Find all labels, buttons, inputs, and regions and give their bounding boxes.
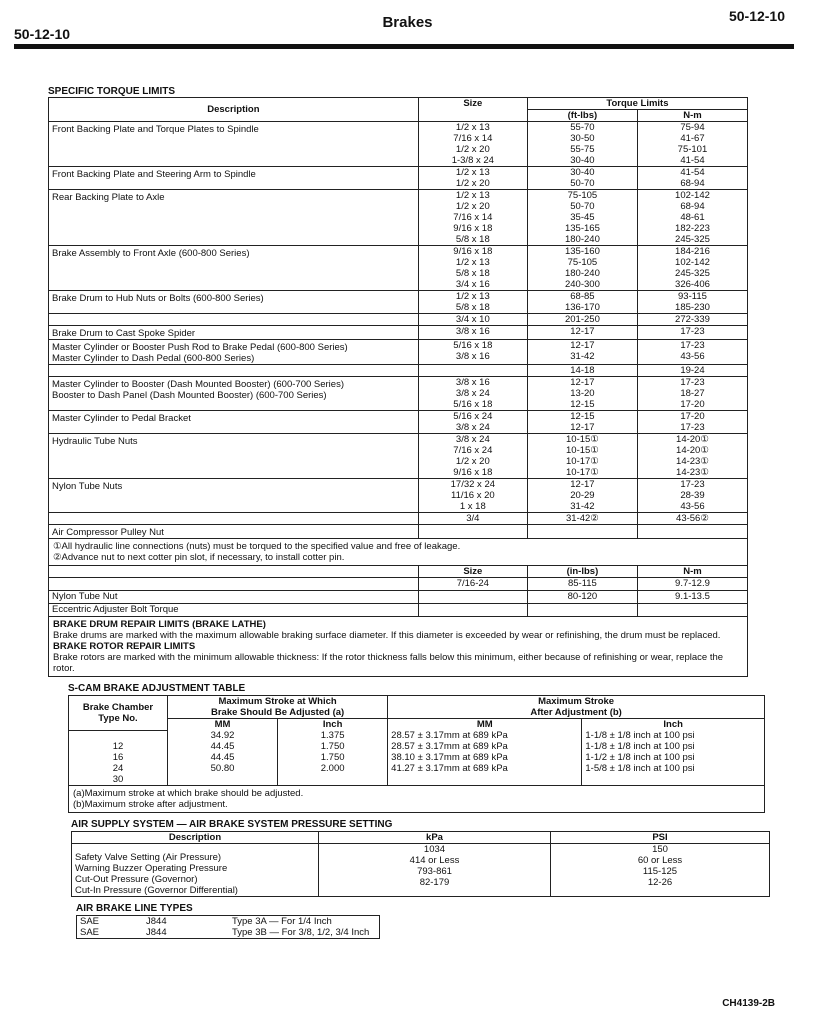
- torque-size: [418, 525, 527, 539]
- note-2: ②Advance nut to next cotter pin slot, if necessary, to install cotter pin.: [53, 552, 345, 563]
- col-after-inch: Inch: [582, 719, 765, 731]
- torque-nm: 17-23: [637, 326, 747, 340]
- sub-size: [418, 604, 527, 617]
- page-title: Brakes: [382, 14, 433, 31]
- torque-nm: 17-23 28-39 43-56: [637, 479, 747, 513]
- sub-nm: 9.1-13.5: [637, 591, 747, 604]
- torque-desc: Brake Drum to Cast Spoke Spider: [49, 326, 419, 340]
- torque-desc: Front Backing Plate and Steering Arm to Spindle: [49, 167, 419, 190]
- torque-section-title: SPECIFIC TORQUE LIMITS: [48, 86, 176, 97]
- torque-nm: 41-54 68-94: [637, 167, 747, 190]
- rotor-text: Brake rotors are marked with the minimum allowable thickness: If the rotor thickness falls below this minimum, either because of refinishing or wear, replace the rotor.: [53, 652, 724, 674]
- line-type-standard: SAE: [80, 916, 100, 927]
- air-section-title: AIR SUPPLY SYSTEM — AIR BRAKE SYSTEM PRESSURE SETTING: [71, 819, 393, 830]
- col-size: Size: [418, 98, 527, 122]
- line-type-code: J844: [146, 927, 167, 938]
- sub-col-nm: N-m: [637, 566, 747, 578]
- torque-nm: 102-142 68-94 48-61 182-223 245-325: [637, 190, 747, 246]
- torque-ftlbs: 201-250: [527, 314, 637, 326]
- line-types-section-title: AIR BRAKE LINE TYPES: [76, 903, 193, 914]
- line-type-description: Type 3A — For 1/4 Inch: [232, 916, 332, 927]
- sub-size: 7/16-24: [418, 578, 527, 591]
- torque-desc: Master Cylinder or Booster Push Rod to Brake Pedal (600-800 Series) Master Cylinder to Dash Pedal (600-800 Series): [49, 340, 419, 365]
- torque-desc: Rear Backing Plate to Axle: [49, 190, 419, 246]
- torque-ftlbs: 30-40 50-70: [527, 167, 637, 190]
- torque-row: [49, 190, 748, 246]
- torque-desc: Brake Drum to Hub Nuts or Bolts (600-800 Series): [49, 291, 419, 314]
- torque-size: 3/8 x 16: [418, 326, 527, 340]
- torque-ftlbs: 55-70 30-50 55-75 30-40: [527, 122, 637, 167]
- sub-col-inlbs: (in-lbs): [527, 566, 637, 578]
- col-inch: Inch: [278, 719, 388, 731]
- line-type-description: Type 3B — For 3/8, 1/2, 3/4 Inch: [232, 927, 370, 938]
- sub-desc: Nylon Tube Nut: [49, 591, 419, 604]
- col-ftlbs: (ft-lbs): [527, 110, 637, 122]
- sub-header-blank: [49, 566, 419, 578]
- page-number-left: 50-12-10: [14, 26, 71, 42]
- torque-row: [49, 513, 748, 525]
- torque-size: 3/4: [418, 513, 527, 525]
- torque-ftlbs: 12-17 20-29 31-42: [527, 479, 637, 513]
- torque-nm: 17-23 18-27 17-20: [637, 377, 747, 411]
- torque-desc: Front Backing Plate and Torque Plates to Spindle: [49, 122, 419, 167]
- sub-inlbs: 80-120: [527, 591, 637, 604]
- col-after-adjustment: Maximum Stroke After Adjustment (b): [388, 696, 765, 719]
- torque-row: [49, 525, 748, 539]
- header-rule: [14, 44, 794, 49]
- col-nm: N-m: [637, 110, 747, 122]
- sub-col-size: Size: [418, 566, 527, 578]
- page-number-right: 50-12-10: [728, 8, 785, 24]
- line-type-row: [77, 916, 379, 927]
- col-chamber: Brake Chamber Type No.: [69, 696, 168, 731]
- line-type-code: J844: [146, 916, 167, 927]
- sub-nm: 9.7-12.9: [637, 578, 747, 591]
- torque-ftlbs: [527, 525, 637, 539]
- scam-table: [68, 695, 765, 813]
- sub-desc: [49, 578, 419, 591]
- sub-rows: [49, 578, 748, 617]
- air-descriptions: Safety Valve Setting (Air Pressure) Warning Buzzer Operating Pressure Cut-Out Pressure (Governor) Cut-In Pressure (Governor Differential): [72, 844, 319, 897]
- torque-size: 3/8 x 16 3/8 x 24 5/16 x 18: [418, 377, 527, 411]
- sub-inlbs: 85-115: [527, 578, 637, 591]
- torque-nm: 184-216 102-142 245-325 326-406: [637, 246, 747, 291]
- torque-row: [49, 246, 748, 291]
- torque-desc: Master Cylinder to Pedal Bracket: [49, 411, 419, 434]
- line-type-row: [77, 927, 379, 938]
- air-col-kpa: kPa: [319, 832, 551, 844]
- torque-size: 1/2 x 13 7/16 x 14 1/2 x 20 1-3/8 x 24: [418, 122, 527, 167]
- torque-nm: 272-339: [637, 314, 747, 326]
- torque-size: 5/16 x 24 3/8 x 24: [418, 411, 527, 434]
- inch-values: 1.375 1.750 1.750 2.000: [278, 730, 388, 785]
- torque-nm: 43-56②: [637, 513, 747, 525]
- torque-size: 1/2 x 13 5/8 x 18: [418, 291, 527, 314]
- torque-desc: Master Cylinder to Booster (Dash Mounted Booster) (600-700 Series) Booster to Dash Panel (Dash Mounted Booster) (600-700 Series): [49, 377, 419, 411]
- rotor-title: BRAKE ROTOR REPAIR LIMITS: [53, 641, 196, 652]
- torque-ftlbs: 31-42②: [527, 513, 637, 525]
- torque-ftlbs: 12-17: [527, 326, 637, 340]
- torque-row: [49, 314, 748, 326]
- torque-ftlbs: 10-15① 10-15① 10-17① 10-17①: [527, 434, 637, 479]
- line-types-table: [77, 916, 379, 938]
- torque-size: 1/2 x 13 1/2 x 20: [418, 167, 527, 190]
- air-kpa-values: 1034 414 or Less 793-861 82-179: [319, 844, 551, 897]
- torque-ftlbs: 12-17 31-42: [527, 340, 637, 365]
- torque-desc: [49, 314, 419, 326]
- air-psi-values: 150 60 or Less 115-125 12-26: [551, 844, 770, 897]
- torque-nm: [637, 525, 747, 539]
- torque-ftlbs: 75-105 50-70 35-45 135-165 180-240: [527, 190, 637, 246]
- torque-ftlbs: 12-15 12-17: [527, 411, 637, 434]
- torque-desc: Brake Assembly to Front Axle (600-800 Series): [49, 246, 419, 291]
- torque-row: [49, 411, 748, 434]
- torque-row: [49, 167, 748, 190]
- figure-id: CH4139-2B: [722, 998, 775, 1009]
- torque-row: [49, 291, 748, 314]
- after-inch-values: 1-1/8 ± 1/8 inch at 100 psi 1-1/8 ± 1/8 inch at 100 psi 1-1/2 ± 1/8 inch at 100 psi 1-5/8 ± 1/8 inch at 100 psi: [582, 730, 765, 785]
- drum-title: BRAKE DRUM REPAIR LIMITS (BRAKE LATHE): [53, 619, 266, 630]
- torque-row: [49, 434, 748, 479]
- sub-size: [418, 591, 527, 604]
- torque-desc: Air Compressor Pulley Nut: [49, 525, 419, 539]
- torque-desc: [49, 513, 419, 525]
- after-mm-values: 28.57 ± 3.17mm at 689 kPa 28.57 ± 3.17mm at 689 kPa 38.10 ± 3.17mm at 689 kPa 41.27 ± 3.17mm at 689 kPa: [388, 730, 582, 785]
- torque-size: 1/2 x 13 1/2 x 20 7/16 x 14 9/16 x 18 5/8 x 18: [418, 190, 527, 246]
- col-mm: MM: [168, 719, 278, 731]
- torque-row: [49, 377, 748, 411]
- torque-desc: Hydraulic Tube Nuts: [49, 434, 419, 479]
- torque-row: [49, 365, 748, 377]
- torque-nm: 14-20① 14-20① 14-23① 14-23①: [637, 434, 747, 479]
- torque-size: 3/8 x 24 7/16 x 24 1/2 x 20 9/16 x 18: [418, 434, 527, 479]
- mm-values: 34.92 44.45 44.45 50.80: [168, 730, 278, 785]
- col-max-stroke: Maximum Stroke at Which Brake Should Be Adjusted (a): [168, 696, 388, 719]
- note-a: (a)Maximum stroke at which brake should be adjusted.: [73, 787, 304, 799]
- torque-table: [48, 97, 748, 677]
- torque-ftlbs: 14-18: [527, 365, 637, 377]
- sub-row: [49, 591, 748, 604]
- torque-row: [49, 326, 748, 340]
- torque-size: 17/32 x 24 11/16 x 20 1 x 18: [418, 479, 527, 513]
- torque-ftlbs: 68-85 136-170: [527, 291, 637, 314]
- torque-row: [49, 479, 748, 513]
- torque-desc: Nylon Tube Nuts: [49, 479, 419, 513]
- torque-size: [418, 365, 527, 377]
- sub-nm: [637, 604, 747, 617]
- torque-desc: [49, 365, 419, 377]
- repair-limits: [49, 617, 748, 677]
- torque-size: 3/4 x 10: [418, 314, 527, 326]
- scam-section-title: S-CAM BRAKE ADJUSTMENT TABLE: [68, 683, 246, 694]
- torque-size: 5/16 x 18 3/8 x 16: [418, 340, 527, 365]
- sub-row: [49, 604, 748, 617]
- drum-text: Brake drums are marked with the maximum allowable braking surface diameter. If this diameter is exceeded by wear or refinishing, the drum must be replaced.: [53, 630, 721, 641]
- line-types-box: [76, 915, 380, 939]
- torque-nm: 19-24: [637, 365, 747, 377]
- scam-notes: [69, 785, 765, 812]
- sub-desc: Eccentric Adjuster Bolt Torque: [49, 604, 419, 617]
- torque-nm: 75-94 41-67 75-101 41-54: [637, 122, 747, 167]
- line-type-standard: SAE: [80, 927, 100, 938]
- torque-size: 9/16 x 18 1/2 x 13 5/8 x 18 3/4 x 16: [418, 246, 527, 291]
- note-1: ①All hydraulic line connections (nuts) must be torqued to the specified value and free of leakage.: [53, 541, 461, 552]
- col-after-mm: MM: [388, 719, 582, 731]
- torque-row: [49, 340, 748, 365]
- torque-row: [49, 122, 748, 167]
- air-table: [71, 831, 770, 897]
- col-description: Description: [49, 98, 419, 122]
- air-col-description: Description: [72, 832, 319, 844]
- sub-row: [49, 578, 748, 591]
- sub-inlbs: [527, 604, 637, 617]
- torque-nm: 17-23 43-56: [637, 340, 747, 365]
- col-torque-limits: Torque Limits: [527, 98, 747, 110]
- chamber-values: 12 16 24 30: [69, 730, 168, 785]
- torque-ftlbs: 12-17 13-20 12-15: [527, 377, 637, 411]
- torque-rows: [49, 122, 748, 539]
- torque-ftlbs: 135-160 75-105 180-240 240-300: [527, 246, 637, 291]
- air-col-psi: PSI: [551, 832, 770, 844]
- torque-nm: 17-20 17-23: [637, 411, 747, 434]
- torque-notes: [49, 539, 748, 566]
- note-b: (b)Maximum stroke after adjustment.: [73, 798, 228, 810]
- torque-nm: 93-115 185-230: [637, 291, 747, 314]
